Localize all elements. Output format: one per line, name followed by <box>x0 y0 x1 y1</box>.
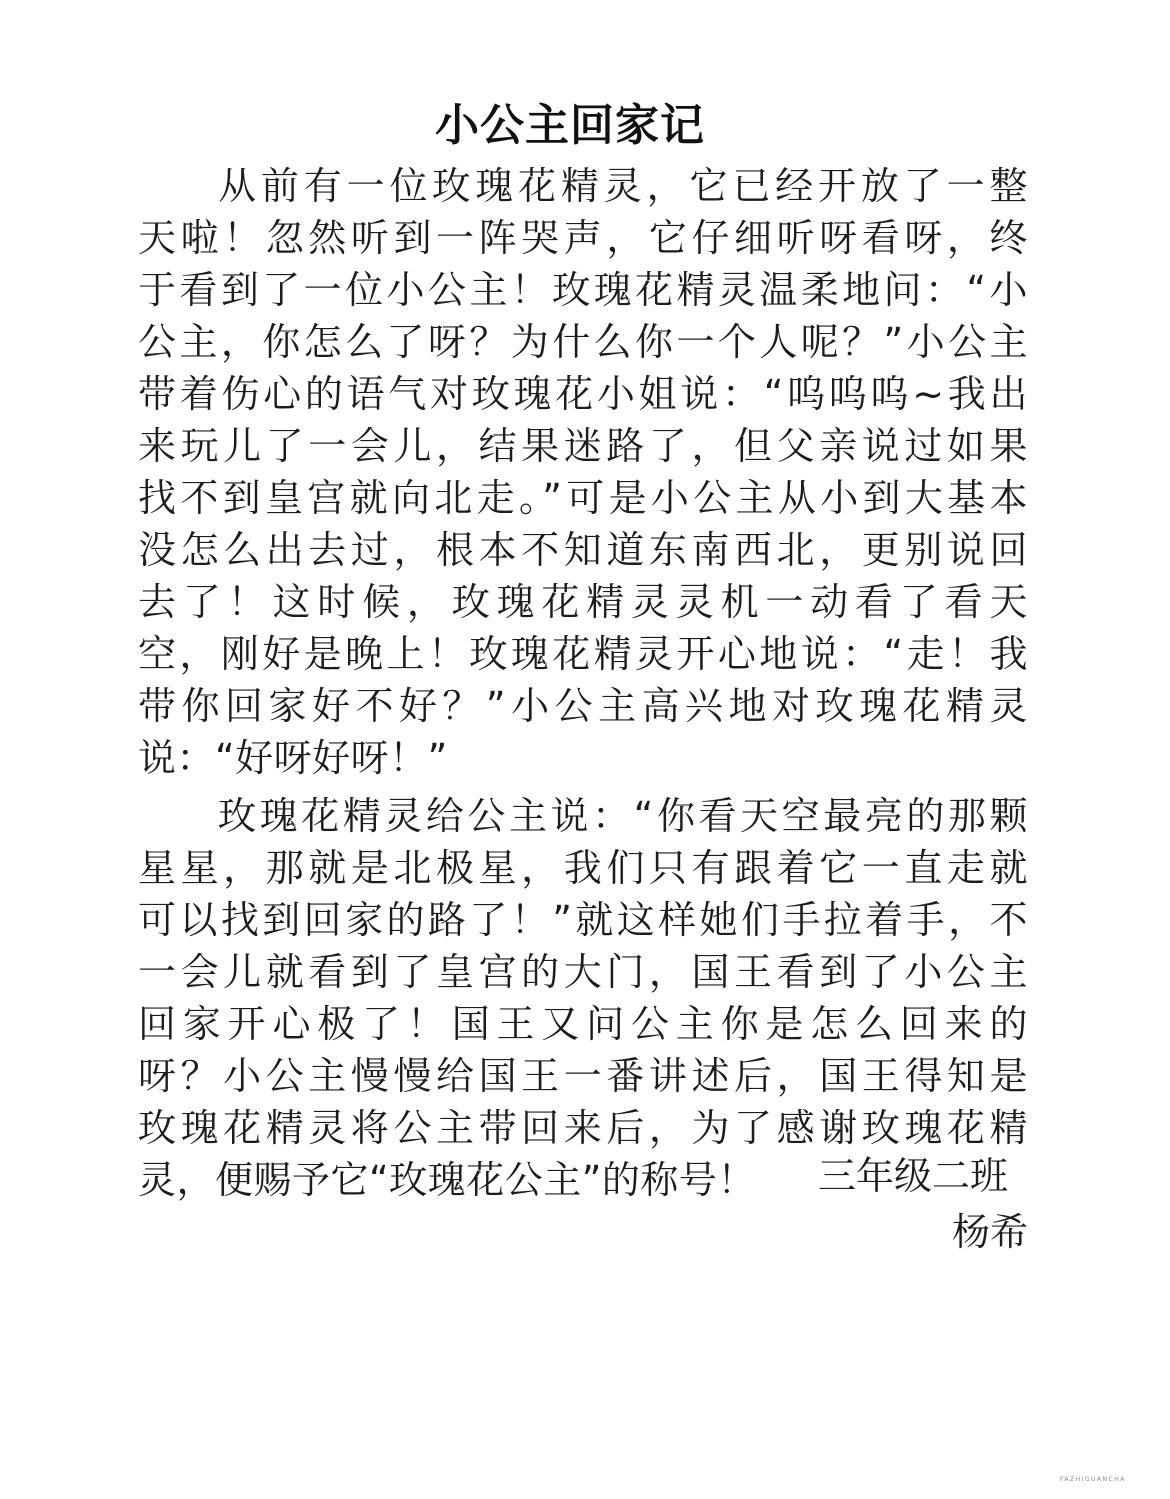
text-line: 一会儿就看到了皇宫的大门，国王看到了小公主 <box>138 950 1028 994</box>
text-line: 呀？小公主慢慢给国王一番讲述后，国王得知是 <box>138 1054 1028 1098</box>
text-line: 说：“好呀好呀！” <box>138 736 448 780</box>
text-line: 空，刚好是晚上！玫瑰花精灵开心地说：“走！我 <box>138 632 1028 676</box>
text-line: 来玩儿了一会儿，结果迷路了，但父亲说过如果 <box>138 424 1028 468</box>
author-name: 杨希 <box>951 1210 1028 1254</box>
text-line: 从前有一位玫瑰花精灵，它已经开放了一整 <box>218 164 1028 208</box>
text-line: 可以找到回家的路了！”就这样她们手拉着手，不 <box>138 898 1028 942</box>
text-line: 没怎么出去过，根本不知道东南西北，更别说回 <box>138 528 1028 572</box>
text-line: 于看到了一位小公主！玫瑰花精灵温柔地问：“小 <box>138 268 1028 312</box>
text-line: 玫瑰花精灵给公主说：“你看天空最亮的那颗 <box>218 794 1028 838</box>
text-line: 星星，那就是北极星，我们只有跟着它一直走就 <box>138 846 1028 890</box>
text-line: 灵，便赐予它“玫瑰花公主”的称号！ <box>138 1158 756 1202</box>
paragraph-2 <box>138 790 1028 1206</box>
text-line: 找不到皇宫就向北走。”可是小公主从小到大基本 <box>138 476 1028 520</box>
text-line: 带着伤心的语气对玫瑰花小姐说：“呜呜呜~我出 <box>138 372 1028 416</box>
watermark: FAZHIGUANCHA <box>1060 1476 1126 1483</box>
document-title: 小公主回家记 <box>435 100 705 151</box>
text-line: 回家开心极了！国王又问公主你是怎么回来的 <box>138 1002 1028 1046</box>
story-body <box>138 160 1028 1206</box>
text-line: 天啦！忽然听到一阵哭声，它仔细听呀看呀，终 <box>138 216 1028 260</box>
paragraph-1 <box>138 160 1028 784</box>
text-line: 带你回家好不好？”小公主高兴地对玫瑰花精灵 <box>138 684 1028 728</box>
text-line: 去了！这时候，玫瑰花精灵灵机一动看了看天 <box>138 580 1028 624</box>
author-class: 三年级二班 <box>817 1154 1008 1198</box>
text-line: 公主，你怎么了呀？为什么你一个人呢？”小公主 <box>138 320 1028 364</box>
text-line: 玫瑰花精灵将公主带回来后，为了感谢玫瑰花精 <box>138 1106 1028 1150</box>
